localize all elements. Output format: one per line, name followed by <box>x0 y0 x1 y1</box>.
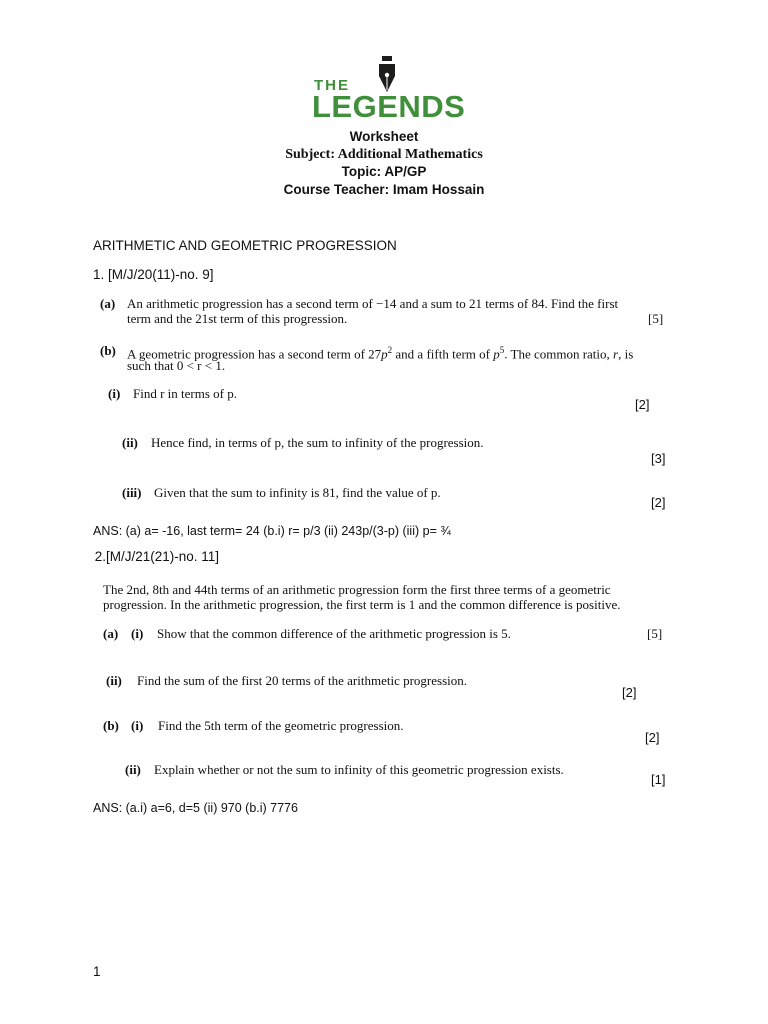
q2-part-ai-label: (i) <box>131 626 144 641</box>
q1-part-bi-text: Find r in terms of p. <box>133 386 237 401</box>
q2-part-ai-text: Show that the common difference of the arithmetic progression is 5. <box>157 626 511 641</box>
q2-answer: ANS: (a.i) a=6, d=5 (ii) 970 (b.i) 7776 <box>93 801 298 815</box>
q1-reference: 1. [M/J/20(11)-no. 9] <box>93 267 214 282</box>
topic-line: Topic: AP/GP <box>341 164 427 179</box>
q2-part-b-label: (b) <box>103 718 119 733</box>
logo-the-text: THE <box>314 77 350 94</box>
q1-part-a-text-line1: An arithmetic progression has a second term of −14 and a sum to 21 terms of 84. Find the first <box>127 296 619 311</box>
q1-part-biii-marks: [2] <box>651 495 666 510</box>
q2-part-aii-label: (ii) <box>106 673 122 688</box>
q1-part-biii-label: (iii) <box>122 485 142 500</box>
logo-legends-text <box>312 91 465 122</box>
q2-part-aii-text: Find the sum of the first 20 terms of the arithmetic progression. <box>137 673 467 688</box>
q1-part-bii-label: (ii) <box>122 435 138 450</box>
q1-part-bii-text: Hence find, in terms of p, the sum to infinity of the progression. <box>151 435 484 450</box>
q2-part-bi-text: Find the 5th term of the geometric progression. <box>158 718 404 733</box>
q1-answer: ANS: (a) a= -16, last term= 24 (b.i) r= p/3 (ii) 243p/(3-p) (iii) p= ¾ <box>93 524 451 538</box>
page-number: 1 <box>93 964 101 979</box>
q1-part-b-text-line1: A geometric progression has a second term of $27p^2$ and a fifth term of $p^5$. The common ratio, r, is <box>127 345 634 362</box>
q2-part-bi-marks: [2] <box>645 730 660 745</box>
q1-part-bi-label: (i) <box>108 386 121 401</box>
q1-part-a-label: (a) <box>100 296 116 311</box>
q1-part-bi-marks: [2] <box>635 397 650 412</box>
q2-part-bii-text: Explain whether or not the sum to infinity of this geometric progression exists. <box>154 762 564 777</box>
q2-part-bi-label: (i) <box>131 718 144 733</box>
q1-part-a-marks: [5] <box>648 311 664 326</box>
q2-reference: 2.[M/J/21(21)-no. 11] <box>91 549 220 564</box>
subject-line: Subject: Additional Mathematics <box>285 147 483 162</box>
teacher-line: Course Teacher: Imam Hossain <box>283 182 485 197</box>
q1-part-b-label: (b) <box>100 343 116 358</box>
logo-legends-word: LEGENDS <box>312 89 466 124</box>
logo <box>312 56 476 122</box>
worksheet-title: Worksheet <box>349 129 419 144</box>
q2-part-bii-marks: [1] <box>651 772 666 787</box>
q2-part-aii-marks: [2] <box>622 685 637 700</box>
q2-intro-line2: progression. In the arithmetic progression, the first term is 1 and the common difference is positive. <box>103 597 621 612</box>
q2-part-bii-label: (ii) <box>125 762 141 777</box>
q2-part-ai-marks: [5] <box>647 626 663 641</box>
q2-part-a-label: (a) <box>103 626 119 641</box>
section-title: ARITHMETIC AND GEOMETRIC PROGRESSION <box>93 238 397 253</box>
q1-part-b-text-line2: such that 0 < r < 1. <box>127 358 226 373</box>
q1-part-biii-text: Given that the sum to infinity is 81, find the value of p. <box>154 485 441 500</box>
q1-part-a-text-line2: term and the 21st term of this progression. <box>127 311 348 326</box>
q1-part-bii-marks: [3] <box>651 451 666 466</box>
q2-intro-line1: The 2nd, 8th and 44th terms of an arithmetic progression form the first three terms of a geometric <box>103 582 611 597</box>
